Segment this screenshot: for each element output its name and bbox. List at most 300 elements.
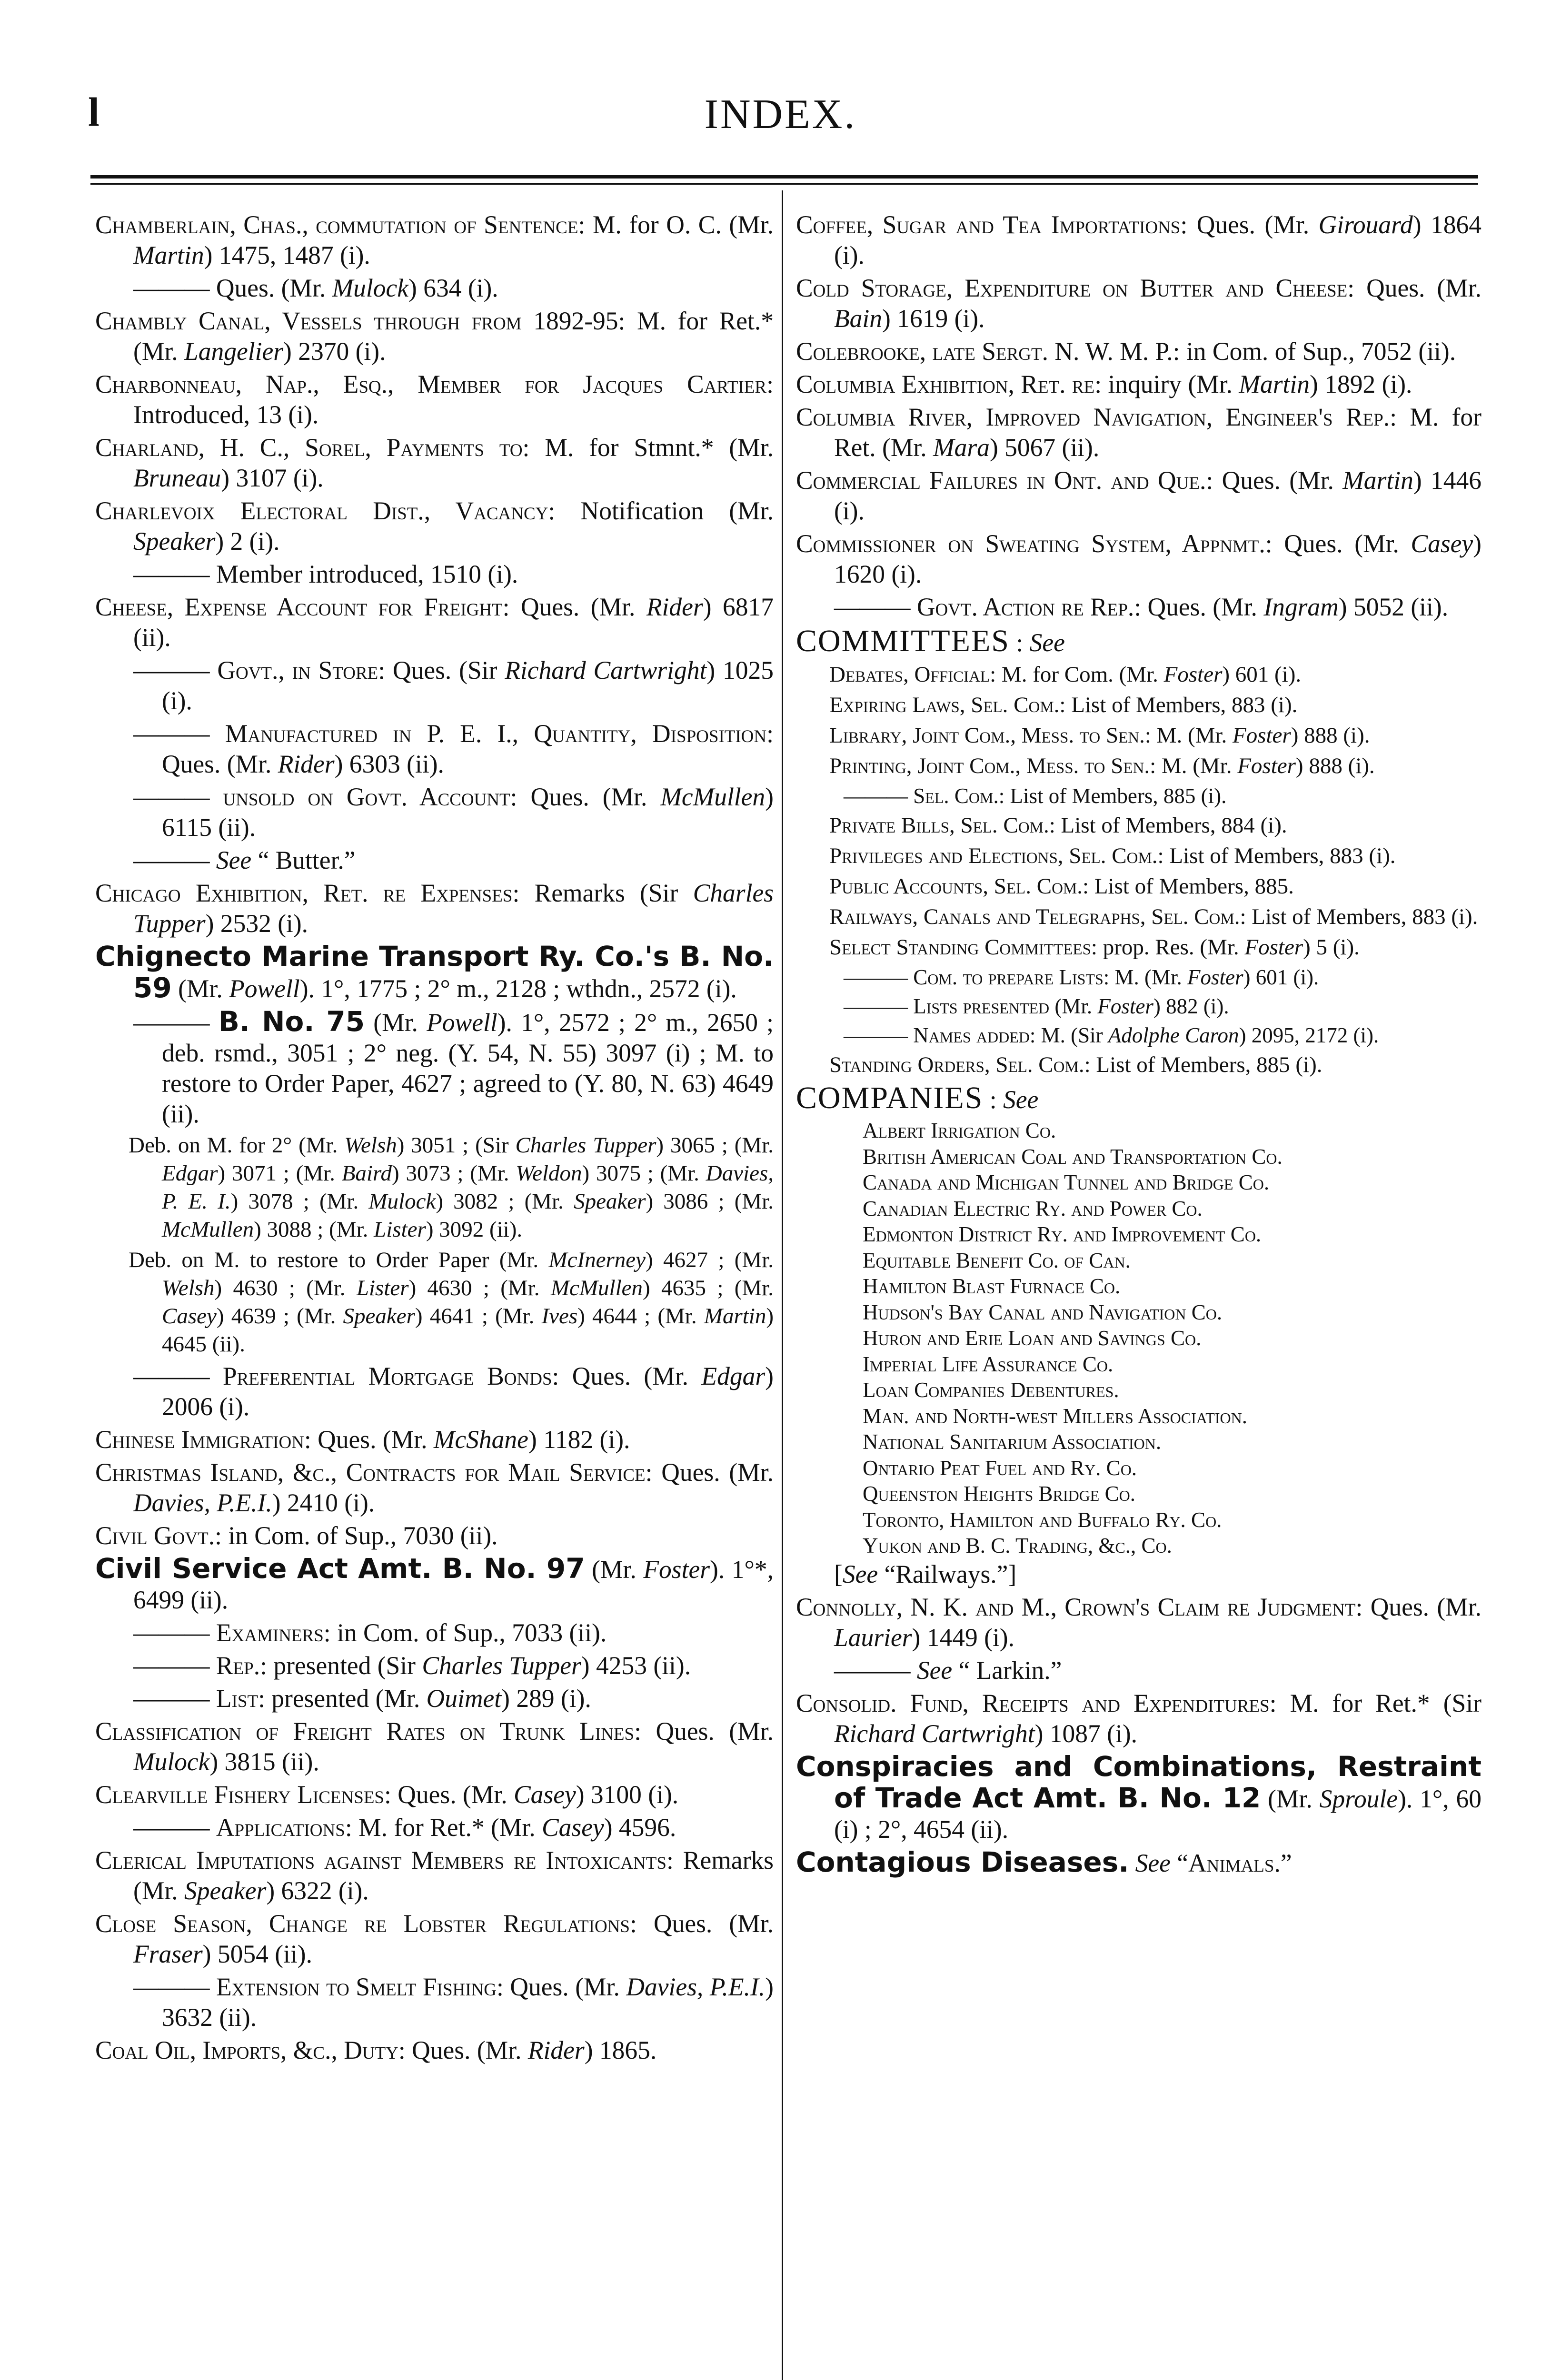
entry-text: ) 6817 (ii). xyxy=(133,593,774,652)
index-entry xyxy=(796,626,1481,658)
entry-text: Ontario Peat Fuel and Ry. Co. xyxy=(863,1456,1137,1480)
index-entry xyxy=(796,1455,1481,1481)
entry-text: Sproule xyxy=(1319,1784,1398,1813)
index-entry xyxy=(796,1847,1481,1878)
entry-text: Chignecto Marine Transport Ry. Co.'s B. No. 59 xyxy=(95,940,774,1004)
index-entry xyxy=(95,369,774,430)
entry-text: Fraser xyxy=(133,1940,203,1968)
entry-text: Names added xyxy=(913,1023,1030,1047)
entry-text: Cold Storage, Expenditure on Butter and Cheese xyxy=(796,274,1348,302)
entry-text: ) 1475, 1487 (i). xyxy=(204,241,370,269)
entry-text: ” xyxy=(1280,1848,1292,1877)
entry-text: Laurier xyxy=(834,1623,912,1652)
entry-text: Welsh xyxy=(162,1276,215,1300)
entry-text: ) 2532 (i). xyxy=(205,909,308,938)
entry-text: : M. for Ret.* (Mr. xyxy=(133,307,774,366)
entry-text: ) 6303 (ii). xyxy=(334,750,444,778)
entry-text: : Remarks (Mr. xyxy=(133,1846,774,1905)
entry-text: Sel. Com. xyxy=(913,784,999,808)
entry-text: : M. for O. C. (Mr. xyxy=(578,210,774,239)
entry-text: Chicago Exhibition, Ret. re Expenses xyxy=(95,879,513,907)
entry-text: Girouard xyxy=(1318,210,1413,239)
entry-text: Rider xyxy=(527,2036,585,2064)
entry-text: Connolly, N. K. and M., Crown's Claim re Judgment xyxy=(796,1592,1356,1621)
left-column xyxy=(95,209,774,2068)
index-entry xyxy=(796,402,1481,463)
entry-text: Langelier xyxy=(184,337,284,366)
entry-text: ——— xyxy=(133,1651,216,1680)
entry-text: ). 1°*, 6499 (ii). xyxy=(133,1555,774,1614)
entry-text: Consolid. Fund, Receipts and Expenditures xyxy=(796,1688,1270,1717)
index-entry xyxy=(796,1592,1481,1653)
entry-text: : M. for Ret.* (Mr. xyxy=(345,1813,542,1842)
entry-text: ) 882 (i). xyxy=(1153,994,1229,1018)
entry-text: See xyxy=(216,846,252,874)
entry-text: Charbonneau, Nap., Esq., Member for Jacques Cartier xyxy=(95,370,767,398)
entry-text: Commercial Failures in Ont. and Que. xyxy=(796,466,1206,495)
entry-text: ——— xyxy=(834,593,917,621)
entry-text: Casey xyxy=(162,1304,217,1329)
entry-text: Commissioner on Sweating System, Appnmt. xyxy=(796,529,1265,558)
entry-text: ) 634 (i). xyxy=(408,274,498,302)
index-entry xyxy=(796,1429,1481,1455)
entry-text: ) 6115 (ii). xyxy=(162,783,774,842)
entry-text: : in Com. of Sup., 7052 (ii). xyxy=(1173,337,1456,366)
entry-text: : List of Members, 884 (i). xyxy=(1049,813,1287,838)
entry-text: ——— xyxy=(133,1684,216,1713)
entry-text: Chambly Canal, Vessels through from 1892-95 xyxy=(95,307,618,335)
entry-text: Classification of Freight Rates on Trunk Lines xyxy=(95,1717,635,1745)
entry-text: Bain xyxy=(834,304,883,333)
entry-text: ) 3086 ; (Mr. xyxy=(646,1189,774,1214)
entry-text: ——— xyxy=(844,784,914,808)
entry-text: Martin xyxy=(1342,466,1413,495)
entry-text: Charles Tupper xyxy=(422,1651,581,1680)
entry-text: Cheese, Expense Account for Freight xyxy=(95,593,503,621)
index-entry xyxy=(796,1325,1481,1351)
index-entry xyxy=(95,1006,774,1129)
entry-text: : Ques. (Sir xyxy=(378,656,505,684)
entry-text: McShane xyxy=(433,1425,528,1454)
entry-text: ) 1864 (i). xyxy=(834,210,1481,269)
entry-text: ) 3071 ; (Mr. xyxy=(218,1161,342,1186)
index-entry xyxy=(796,1481,1481,1507)
entry-text: Deb. on M. to restore to Order Paper (Mr. xyxy=(129,1248,549,1272)
index-entry xyxy=(95,941,774,1004)
entry-text: ) 3075 ; (Mr. xyxy=(582,1161,706,1186)
entry-text: Mara xyxy=(933,433,990,462)
entry-text: Martin xyxy=(1239,370,1310,398)
entry-text: ) 1620 (i). xyxy=(834,529,1481,588)
entry-text: ——— Ques. (Mr. xyxy=(133,274,332,302)
entry-text: Privileges and Elections, Sel. Com. xyxy=(829,843,1158,868)
index-entry xyxy=(796,1559,1481,1589)
entry-text: Foster xyxy=(1244,935,1303,960)
entry-text: : List of Members, 885 (i). xyxy=(1084,1052,1322,1077)
entry-text: Speaker xyxy=(133,527,216,555)
entry-text: Martin xyxy=(133,241,204,269)
entry-text: See xyxy=(1003,1085,1039,1114)
entry-text: : List of Members, 883 (i). xyxy=(1059,693,1298,717)
entry-text: : M. for Com. (Mr. xyxy=(990,662,1164,687)
index-entry xyxy=(796,933,1481,962)
entry-text: Bruneau xyxy=(133,464,221,492)
entry-text: McMullen xyxy=(550,1276,643,1300)
entry-text: Davies, P. E. I. xyxy=(162,1161,774,1214)
entry-text: Columbia River, Improved Navigation, Engineer's Rep. xyxy=(796,403,1390,431)
entry-text: : in Com. of Sup., 7030 (ii). xyxy=(215,1521,498,1550)
entry-text: : Ques. (Mr. xyxy=(497,1973,626,2001)
index-entry xyxy=(796,691,1481,719)
entry-text: Casey xyxy=(513,1780,576,1809)
entry-text: Coal Oil, Imports, &c., Duty xyxy=(95,2036,398,2064)
index-entry xyxy=(95,718,774,779)
entry-text: Foster xyxy=(643,1555,710,1584)
entry-text: Expiring Laws, Sel. Com. xyxy=(829,693,1060,717)
index-entry xyxy=(95,2035,774,2065)
index-entry xyxy=(796,1248,1481,1274)
entry-text: : List of Members, 885 (i). xyxy=(998,784,1227,808)
entry-text: ). 1°, 60 (i) ; 2°, 4654 (ii). xyxy=(834,1784,1481,1844)
entry-text: Imperial Life Assurance Co. xyxy=(863,1352,1114,1376)
entry-text: ) 2006 (i). xyxy=(162,1362,774,1421)
entry-text: “ Larkin.” xyxy=(952,1656,1062,1685)
index-entry xyxy=(796,592,1481,622)
entry-text: Standing Orders, Sel. Com. xyxy=(829,1052,1084,1077)
entry-text: See xyxy=(1029,628,1065,657)
entry-text: (Mr. xyxy=(171,974,229,1003)
entry-text: Com. to prepare Lists xyxy=(913,965,1104,989)
entry-text: : inquiry (Mr. xyxy=(1094,370,1239,398)
index-entry xyxy=(95,1683,774,1714)
header-rule-thick xyxy=(90,175,1478,178)
entry-text: Foster xyxy=(1097,994,1153,1018)
index-entry xyxy=(796,1144,1481,1170)
entry-text: ——— xyxy=(844,965,914,989)
entry-text: Chinese Immigration xyxy=(95,1425,304,1454)
entry-text: Deb. on M. for 2° (Mr. xyxy=(129,1133,345,1158)
entry-text: ) 3632 (ii). xyxy=(162,1973,774,2032)
index-entry xyxy=(95,1361,774,1422)
index-entry xyxy=(796,1751,1481,1844)
entry-text: : Ques. (Mr. xyxy=(304,1425,434,1454)
entry-text: Mulock xyxy=(332,274,408,302)
index-entry xyxy=(796,273,1481,334)
index-entry xyxy=(796,1655,1481,1686)
index-entry xyxy=(796,1403,1481,1429)
entry-text: Charles Tupper xyxy=(133,879,774,938)
entry-text: : Ques. (Mr. xyxy=(634,1717,774,1745)
entry-text: Conspiracies and Combinations, Restraint of Trade Act Amt. B. No. 12 xyxy=(796,1750,1481,1814)
index-entry xyxy=(796,336,1481,367)
index-entry xyxy=(796,1118,1481,1144)
index-entry xyxy=(95,496,774,556)
entry-text: Hudson's Bay Canal and Navigation Co. xyxy=(863,1300,1223,1324)
entry-text: Coffee, Sugar and Tea Importations xyxy=(796,210,1181,239)
index-entry xyxy=(796,1051,1481,1079)
entry-text: Davies, P.E.I. xyxy=(626,1973,766,2001)
entry-text: ) 3051 ; (Sir xyxy=(397,1133,516,1158)
entry-text: ——— xyxy=(133,1973,216,2001)
entry-text: Man. and North-west Millers Association. xyxy=(863,1404,1247,1428)
entry-text: Rep. xyxy=(216,1651,260,1680)
entry-text: ) 4253 (ii). xyxy=(581,1651,691,1680)
entry-text: Davies, P.E.I. xyxy=(133,1488,272,1517)
entry-text: ) 5 (i). xyxy=(1303,935,1360,960)
page-title: INDEX. xyxy=(704,91,857,138)
entry-text: ) 3815 (ii). xyxy=(209,1747,319,1776)
entry-text: Printing, Joint Com., Mess. to Sen. xyxy=(829,754,1150,778)
entry-text: : M. (Mr. xyxy=(1144,723,1233,748)
entry-text: ) 888 (i). xyxy=(1291,723,1370,748)
index-entry xyxy=(796,209,1481,270)
entry-text: : M. (Mr. xyxy=(1150,754,1238,778)
index-entry xyxy=(796,528,1481,589)
entry-text: : xyxy=(983,1085,1003,1114)
index-entry xyxy=(796,1221,1481,1248)
header-rule-thin xyxy=(90,183,1478,185)
entry-text: Private Bills, Sel. Com. xyxy=(829,813,1049,838)
entry-text: “ Butter.” xyxy=(251,846,356,874)
index-entry xyxy=(95,1812,774,1843)
entry-text: : M. (Mr. xyxy=(1103,965,1188,989)
entry-text: Foster xyxy=(1232,723,1291,748)
index-entry xyxy=(95,655,774,716)
entry-text: : presented (Mr. xyxy=(258,1684,427,1713)
entry-text: (Mr. xyxy=(585,1555,644,1584)
index-entry xyxy=(95,1457,774,1518)
index-entry xyxy=(796,1022,1481,1049)
entry-text: ) 5054 (ii). xyxy=(202,1940,312,1968)
entry-text: Animals. xyxy=(1188,1848,1281,1877)
entry-text: Lists presented xyxy=(913,994,1050,1018)
entry-text: : M. for Stmnt.* (Mr. xyxy=(522,433,774,462)
entry-text: “ xyxy=(1170,1848,1189,1877)
entry-text: Charles Tupper xyxy=(515,1133,656,1158)
entry-text: Library, Joint Com., Mess. to Sen. xyxy=(829,723,1145,748)
entry-text: ). 1°, 2572 ; 2° m., 2650 ; deb. rsmd., 3051 ; 2° neg. (Y. 54, N. 55) 3097 (i) ; M. to restore to Order Paper, 4627 ; agreed to (Y. 80, N. 63) 4649 (ii). xyxy=(162,1008,774,1128)
entry-text: : Ques. (Mr. xyxy=(645,1458,774,1487)
entry-text: Canada and Michigan Tunnel and Bridge Co. xyxy=(863,1170,1270,1194)
entry-text: : Ques. (Mr. xyxy=(1265,529,1411,558)
entry-text: (Mr. xyxy=(1049,994,1098,1018)
entry-text: Christmas Island, &c., Contracts for Mail Service xyxy=(95,1458,646,1487)
entry-text: See xyxy=(916,1656,953,1685)
entry-text: ——— xyxy=(133,656,218,684)
entry-text: Ingram xyxy=(1263,593,1339,621)
entry-text: ) 4635 ; (Mr. xyxy=(643,1276,774,1300)
index-entry xyxy=(95,1845,774,1906)
entry-text: : Ques. (Mr. xyxy=(1206,466,1343,495)
entry-text: Charlevoix Electoral Dist., Vacancy xyxy=(95,496,548,525)
index-entry xyxy=(796,465,1481,526)
entry-text: Clerical Imputations against Members re Intoxicants xyxy=(95,1846,666,1874)
entry-text: Powell xyxy=(427,1008,497,1037)
entry-text: Welsh xyxy=(344,1133,397,1158)
index-entry xyxy=(95,1520,774,1551)
entry-text: ) 6322 (i). xyxy=(266,1876,369,1905)
entry-text: ) 4596. xyxy=(604,1813,676,1842)
entry-text: Select Standing Committees xyxy=(829,935,1091,960)
entry-text: ) 3082 ; (Mr. xyxy=(436,1189,574,1214)
index-entry xyxy=(95,1650,774,1681)
entry-text: ) 2 (i). xyxy=(215,527,280,555)
entry-text: ) 1619 (i). xyxy=(882,304,985,333)
entry-text: Applications xyxy=(216,1813,345,1842)
index-entry xyxy=(95,559,774,589)
right-column xyxy=(796,209,1481,1881)
entry-text: Albert Irrigation Co. xyxy=(863,1119,1056,1142)
index-entry xyxy=(95,1617,774,1648)
entry-text: Yukon and B. C. Trading, &c., Co. xyxy=(863,1534,1172,1557)
entry-text: Queenston Heights Bridge Co. xyxy=(863,1482,1135,1506)
entry-text: ) 4627 ; (Mr. xyxy=(646,1248,774,1272)
index-entry xyxy=(95,845,774,875)
index-entry xyxy=(796,369,1481,399)
index-entry xyxy=(796,1507,1481,1533)
entry-text: : Ques. (Mr. xyxy=(1347,274,1481,302)
entry-text: : M. (Sir xyxy=(1029,1023,1108,1047)
entry-text: Equitable Benefit Co. of Can. xyxy=(863,1248,1131,1272)
entry-text: Powell xyxy=(229,974,300,1003)
entry-text: Public Accounts, Sel. Com. xyxy=(829,874,1083,899)
entry-text: ) 4639 ; (Mr. xyxy=(216,1304,343,1329)
entry-text: ) 601 (i). xyxy=(1243,965,1319,989)
entry-text: McMullen xyxy=(162,1217,254,1242)
index-entry xyxy=(95,1908,774,1969)
entry-text: [ xyxy=(834,1559,843,1588)
entry-text: ——— xyxy=(133,1813,216,1842)
entry-text: Richard Cartwright xyxy=(834,1719,1035,1748)
entry-text: ) 601 (i). xyxy=(1222,662,1302,687)
entry-text: ) 3078 ; (Mr. xyxy=(230,1189,369,1214)
entry-text: Ouimet xyxy=(426,1684,502,1713)
entry-text: Rider xyxy=(646,593,703,621)
entry-text: List xyxy=(216,1684,259,1713)
entry-text: ) 2370 (i). xyxy=(283,337,386,366)
index-entry xyxy=(796,1688,1481,1749)
index-entry xyxy=(95,1716,774,1777)
entry-text: ) 1892 (i). xyxy=(1310,370,1412,398)
entry-text: ) 4630 ; (Mr. xyxy=(408,1276,551,1300)
index-entry xyxy=(95,1779,774,1810)
entry-text: Speaker xyxy=(184,1876,267,1905)
index-entry xyxy=(796,783,1481,810)
index-entry xyxy=(95,1131,774,1244)
entry-text: See xyxy=(842,1559,878,1588)
entry-text: Debates, Official xyxy=(829,662,990,687)
index-entry xyxy=(796,993,1481,1020)
entry-text: Richard Cartwright xyxy=(505,656,707,684)
entry-text: : List of Members, 883 (i). xyxy=(1157,843,1396,868)
index-entry xyxy=(796,842,1481,870)
entry-text: ) 5067 (ii). xyxy=(989,433,1100,462)
entry-text: COMPANIES xyxy=(796,1081,984,1115)
entry-text: ) 1087 (i). xyxy=(1034,1719,1138,1748)
entry-text xyxy=(1129,1849,1135,1877)
entry-text: : Notification (Mr. xyxy=(548,496,774,525)
entry-text: ) 4645 (ii). xyxy=(162,1304,774,1357)
entry-text: ——— xyxy=(133,1362,223,1390)
index-entry xyxy=(796,812,1481,840)
entry-text: : in Com. of Sup., 7033 (ii). xyxy=(323,1618,607,1647)
entry-text: : M. for Ret. (Mr. xyxy=(834,403,1481,462)
entry-text: Lister xyxy=(356,1276,409,1300)
entry-text: Contagious Diseases. xyxy=(796,1845,1129,1878)
index-entry xyxy=(796,1533,1481,1559)
entry-text: Chamberlain, Chas., commutation of Sentence xyxy=(95,210,578,239)
index-entry xyxy=(95,1553,774,1615)
entry-text: : prop. Res. (Mr. xyxy=(1091,935,1245,960)
entry-text: : Introduced, 13 (i). xyxy=(133,370,774,429)
entry-text: ) 4644 ; (Mr. xyxy=(577,1304,704,1329)
index-entry xyxy=(796,1273,1481,1299)
entry-text: ) 2095, 2172 (i). xyxy=(1239,1023,1379,1047)
entry-text: Edgar xyxy=(701,1362,766,1390)
entry-text: : M. for Ret.* (Sir xyxy=(1269,1688,1481,1717)
entry-text: Preferential Mortgage Bonds xyxy=(222,1362,552,1390)
entry-text: ——— xyxy=(133,846,216,874)
entry-text: Casey xyxy=(541,1813,604,1842)
index-entry xyxy=(796,661,1481,689)
entry-text: ) 1182 (i). xyxy=(528,1425,630,1454)
index-entry xyxy=(796,1377,1481,1403)
entry-text: : Ques. (Mr. xyxy=(1355,1592,1481,1621)
entry-text: : Ques. (Mr. xyxy=(552,1362,702,1390)
entry-text: ——— Member introduced, 1510 (i). xyxy=(133,560,518,588)
index-entry xyxy=(796,1351,1481,1378)
entry-text: British American Coal and Transportation Co. xyxy=(863,1144,1283,1169)
index-entry xyxy=(95,782,774,843)
column-divider xyxy=(782,190,783,2380)
entry-text: Colebrooke, late Sergt. N. W. M. P. xyxy=(796,337,1173,366)
entry-text: unsold on Govt. Account xyxy=(223,783,510,811)
index-entry xyxy=(796,1083,1481,1115)
entry-text: ) 4641 ; (Mr. xyxy=(415,1304,542,1329)
index-entry xyxy=(95,432,774,493)
entry-text: ). 1°, 1775 ; 2° m., 2128 ; wthdn., 2572 (i). xyxy=(299,974,737,1003)
entry-text: ) 5052 (ii). xyxy=(1338,593,1449,621)
entry-text: ) 3092 (ii). xyxy=(426,1217,523,1242)
entry-text: : xyxy=(1010,628,1030,657)
index-entry xyxy=(796,1170,1481,1196)
entry-text: ——— xyxy=(133,783,223,811)
index-entry xyxy=(95,592,774,653)
entry-text: ——— xyxy=(844,994,914,1018)
entry-text: Extension to Smelt Fishing xyxy=(216,1973,497,2001)
entry-text: ) 1446 (i). xyxy=(834,466,1481,525)
entry-text: Speaker xyxy=(574,1189,646,1214)
entry-text: Ives xyxy=(541,1304,578,1329)
entry-text: ) 3100 (i). xyxy=(576,1780,679,1809)
entry-text: Columbia Exhibition, Ret. re xyxy=(796,370,1095,398)
entry-text: Civil Govt. xyxy=(95,1521,215,1550)
index-entry xyxy=(95,209,774,270)
entry-text: Toronto, Hamilton and Buffalo Ry. Co. xyxy=(863,1507,1222,1532)
entry-text: Speaker xyxy=(343,1304,415,1329)
entry-text: ) 3065 ; (Mr. xyxy=(656,1133,774,1158)
entry-text: ——— xyxy=(844,1023,914,1047)
entry-text: ) 289 (i). xyxy=(501,1684,591,1713)
entry-text: ) 1449 (i). xyxy=(912,1623,1014,1652)
index-entry xyxy=(796,964,1481,991)
entry-text: Adolphe Caron xyxy=(1108,1023,1239,1047)
entry-text: Edmonton District Ry. and Improvement Co. xyxy=(863,1222,1262,1246)
entry-text: : Ques. (Mr. xyxy=(384,1780,514,1809)
entry-text: (Mr. xyxy=(365,1008,427,1037)
entry-text: Foster xyxy=(1163,662,1223,687)
entry-text: ——— xyxy=(133,719,225,748)
